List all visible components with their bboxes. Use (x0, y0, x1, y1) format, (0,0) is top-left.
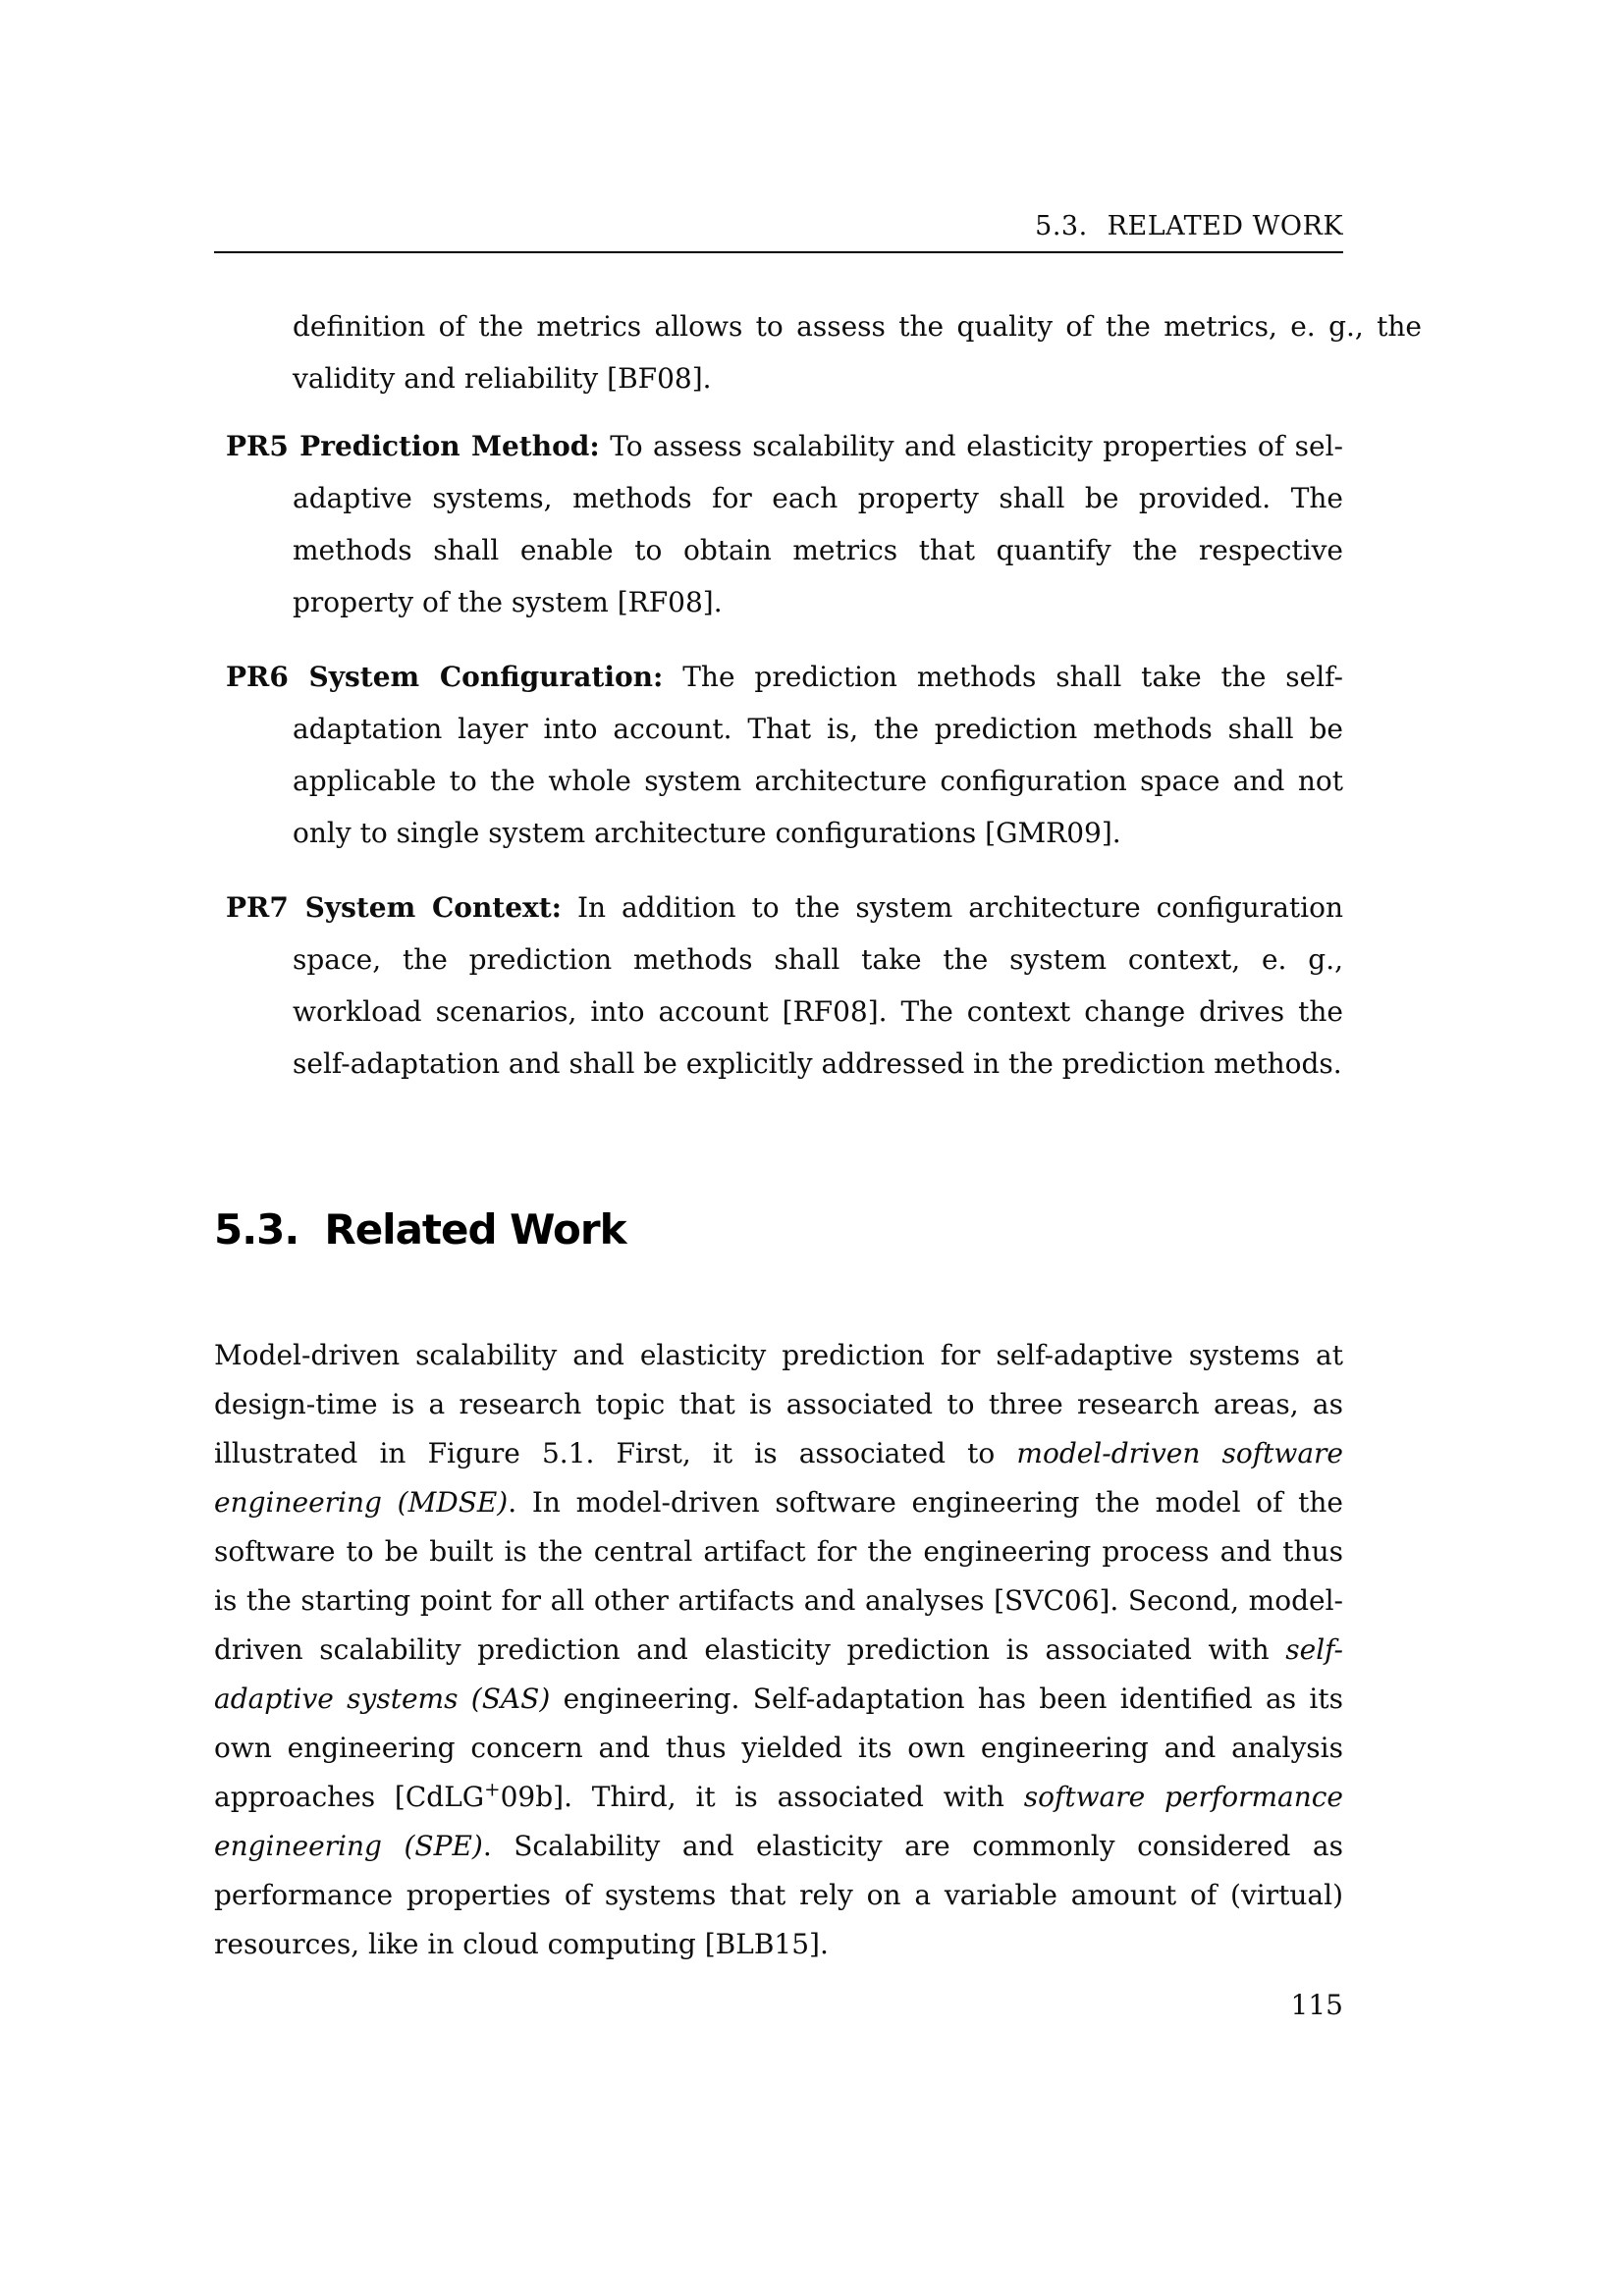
requirement-item-pr7 (214, 881, 1343, 1090)
requirement-pr6-label: PR6 System Configuration: (226, 661, 664, 693)
running-header-title: RELATED WORK (1107, 211, 1343, 241)
section-heading-title: Related Work (324, 1205, 626, 1254)
requirement-pr7-label: PR7 System Context: (226, 891, 563, 924)
requirement-pr5-label: PR5 Prediction Method: (226, 430, 600, 462)
requirements-list (214, 420, 1343, 1112)
running-header (214, 210, 1343, 253)
page-number: 115 (1290, 1989, 1343, 2021)
paragraph-related-work: Model-driven scalability and elasticity prediction for self-adaptive systems at design-time is a research topic that is associated to three research areas, as illustrated in Figure 5.1. First, it is associated to model-driven software engineering (MDSE). In model-driven software engineering the model of the software to be built is the central artifact for the engineering process and thus is the starting point for all other artifacts and analyses [SVC06]. Second, model-driven scalability prediction and elasticity prediction is associated with self-adaptive systems (SAS) engineering. Self-adaptation has been identified as its own engineering concern and thus yielded its own engineering and analysis approaches [CdLG+09b]. Third, it is associated with software performance engineering (SPE). Scalability and elasticity are commonly considered as performance properties of systems that rely on a variable amount of (virtual) resources, like in cloud computing [BLB15]. (214, 1339, 1344, 1960)
requirement-pr6-text: The prediction methods shall take the self-adaptation layer into account. That is, the prediction methods shall be applicable to the whole system architecture configuration space and not only to single system architecture configurations [GMR09]. (293, 661, 1343, 849)
requirement-item-pr5 (214, 420, 1343, 628)
paragraph-intro-continuation: definition of the metrics allows to assess the quality of the metrics, e. g., the validity and reliability [BF08]. (293, 310, 1422, 395)
requirement-item-pr6 (214, 651, 1343, 859)
requirement-pr7-text: In addition to the system architecture configuration space, the prediction methods shall take the system context, e. g., workload scenarios, into account [RF08]. The context change drives the self-adaptation and shall be explicitly addressed in the prediction methods. (293, 891, 1343, 1080)
section-heading (214, 1205, 1343, 1254)
requirement-pr5-text: To assess scalability and elasticity properties of sel-adaptive systems, methods for each property shall be provided. The methods shall enable to obtain metrics that quantify the respective property of the system [RF08]. (293, 430, 1343, 618)
running-header-section-number: 5.3. (1035, 211, 1088, 241)
section-heading-number: 5.3. (214, 1205, 299, 1254)
